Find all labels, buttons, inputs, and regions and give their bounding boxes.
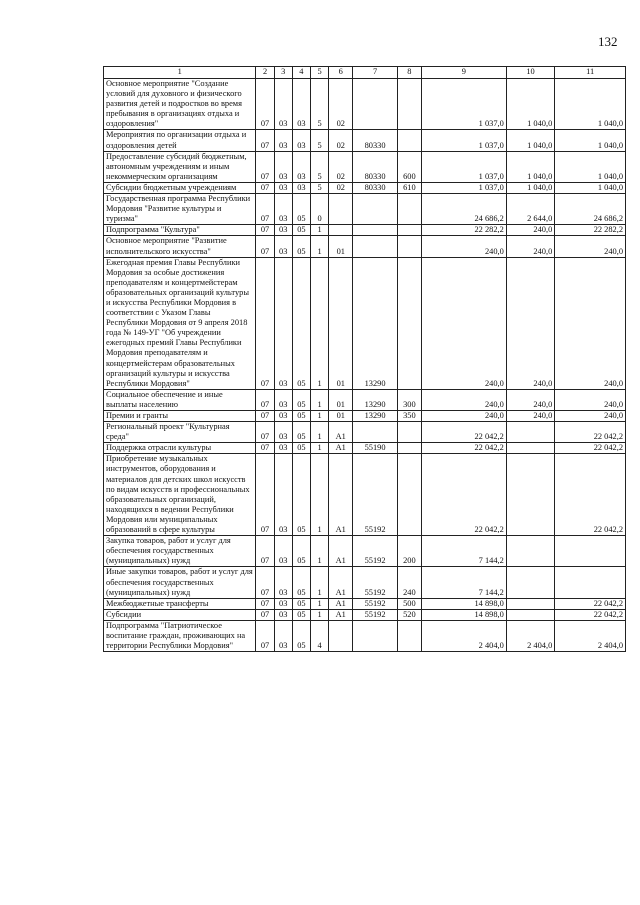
table-cell-code-6: 01 [329,257,353,389]
table-cell-code-4: 05 [292,411,310,422]
table-cell-code-6: А1 [329,567,353,598]
table-cell-code-8 [397,130,421,151]
table-cell-code-5: 5 [310,130,328,151]
table-cell-code-8: 500 [397,598,421,609]
table-row [104,151,626,182]
table-cell-code-6 [329,620,353,651]
table-cell-amount-11: 22 042,2 [555,454,626,536]
table-cell-row-name: Межбюджетные трансферты [104,598,256,609]
table-cell-code-3: 03 [274,130,292,151]
table-cell-amount-9: 2 404,0 [422,620,507,651]
table-cell-amount-11: 240,0 [555,236,626,257]
table-cell-amount-11: 24 686,2 [555,194,626,225]
table-cell-amount-11: 22 282,2 [555,225,626,236]
table-cell-code-4: 05 [292,567,310,598]
table-row [104,598,626,609]
table-cell-amount-9: 1 037,0 [422,151,507,182]
table-cell-row-name: Основное мероприятие "Развитие исполнительского искусства" [104,236,256,257]
table-cell-code-8: 610 [397,182,421,193]
table-cell-code-4: 05 [292,443,310,454]
table-cell-code-2: 07 [256,620,274,651]
table-cell-code-5: 5 [310,182,328,193]
table-cell-amount-11: 1 040,0 [555,182,626,193]
table-cell-code-6: А1 [329,443,353,454]
table-cell-code-7: 55192 [353,454,397,536]
table-row [104,422,626,443]
table-cell-row-name: Региональный проект "Культурная среда" [104,422,256,443]
table-cell-code-3: 03 [274,257,292,389]
table-cell-code-8: 300 [397,389,421,410]
table-cell-amount-10 [506,422,554,443]
table-cell-code-2: 07 [256,236,274,257]
budget-table [103,66,626,652]
table-cell-code-6: 01 [329,389,353,410]
column-header: 11 [555,67,626,79]
table-header-row [104,67,626,79]
table-cell-code-2: 07 [256,194,274,225]
table-cell-code-7: 80330 [353,151,397,182]
table-cell-code-7 [353,422,397,443]
table-cell-code-5: 0 [310,194,328,225]
table-cell-amount-9: 7 144,2 [422,567,507,598]
table-row [104,236,626,257]
column-header: 7 [353,67,397,79]
table-row [104,194,626,225]
table-cell-code-3: 03 [274,225,292,236]
table-cell-amount-9: 7 144,2 [422,536,507,567]
column-header: 4 [292,67,310,79]
table-cell-row-name: Мероприятия по организации отдыха и оздоровления детей [104,130,256,151]
table-cell-amount-10: 2 404,0 [506,620,554,651]
table-cell-code-7 [353,620,397,651]
table-cell-code-3: 03 [274,411,292,422]
table-cell-row-name: Поддержка отрасли культуры [104,443,256,454]
table-cell-amount-10: 1 040,0 [506,130,554,151]
table-cell-code-4: 05 [292,598,310,609]
table-cell-code-6: 02 [329,151,353,182]
table-cell-code-6: А1 [329,536,353,567]
table-cell-code-2: 07 [256,389,274,410]
table-cell-code-3: 03 [274,79,292,130]
table-cell-code-2: 07 [256,536,274,567]
table-cell-code-4: 03 [292,79,310,130]
table-cell-code-4: 03 [292,182,310,193]
table-cell-code-6: 01 [329,411,353,422]
table-cell-amount-11: 2 404,0 [555,620,626,651]
table-cell-code-5: 1 [310,443,328,454]
table-cell-row-name: Субсидии [104,609,256,620]
table-cell-amount-9: 240,0 [422,411,507,422]
table-cell-code-8: 600 [397,151,421,182]
table-row [104,225,626,236]
table-cell-code-6: 02 [329,79,353,130]
table-cell-row-name: Субсидии бюджетным учреждениям [104,182,256,193]
table-cell-amount-9: 22 042,2 [422,422,507,443]
table-cell-code-7: 55192 [353,598,397,609]
table-cell-code-3: 03 [274,236,292,257]
table-cell-amount-10: 240,0 [506,411,554,422]
table-cell-amount-9: 22 282,2 [422,225,507,236]
table-cell-row-name: Подпрограмма "Патриотическое воспитание граждан, проживающих на территории Республики Мордовия" [104,620,256,651]
table-cell-code-6: 02 [329,182,353,193]
table-cell-amount-11 [555,536,626,567]
table-cell-amount-11: 240,0 [555,257,626,389]
table-cell-code-6: А1 [329,598,353,609]
table-cell-code-7: 80330 [353,182,397,193]
table-cell-code-2: 07 [256,79,274,130]
table-cell-code-8 [397,225,421,236]
table-cell-code-3: 03 [274,182,292,193]
table-cell-code-4: 05 [292,422,310,443]
table-cell-row-name: Государственная программа Республики Мордовия "Развитие культуры и туризма" [104,194,256,225]
table-cell-code-5: 1 [310,609,328,620]
table-cell-row-name: Иные закупки товаров, работ и услуг для обеспечения государственных (муниципальных) нужд [104,567,256,598]
table-cell-amount-11: 22 042,2 [555,598,626,609]
table-cell-code-7: 13290 [353,411,397,422]
table-cell-code-5: 1 [310,225,328,236]
table-cell-code-8 [397,257,421,389]
table-row [104,182,626,193]
table-cell-code-6: А1 [329,422,353,443]
table-cell-amount-9: 1 037,0 [422,130,507,151]
table-cell-code-2: 07 [256,443,274,454]
table-cell-code-7: 13290 [353,257,397,389]
table-row [104,454,626,536]
table-cell-amount-11: 240,0 [555,411,626,422]
table-cell-code-7: 55192 [353,609,397,620]
table-cell-row-name: Социальное обеспечение и иные выплаты населению [104,389,256,410]
table-cell-code-6: А1 [329,609,353,620]
table-cell-amount-11 [555,567,626,598]
table-cell-code-5: 1 [310,411,328,422]
table-cell-row-name: Закупка товаров, работ и услуг для обеспечения государственных (муниципальных) нужд [104,536,256,567]
table-cell-amount-11: 1 040,0 [555,130,626,151]
table-cell-code-4: 05 [292,389,310,410]
table-cell-code-5: 5 [310,151,328,182]
table-body [104,79,626,652]
table-cell-code-3: 03 [274,454,292,536]
page-number: 132 [598,34,618,49]
table-cell-code-5: 1 [310,598,328,609]
table-cell-code-7: 13290 [353,389,397,410]
table-cell-code-3: 03 [274,443,292,454]
table-cell-code-7 [353,194,397,225]
table-cell-code-8 [397,454,421,536]
table-cell-code-2: 07 [256,257,274,389]
table-cell-row-name: Основное мероприятие "Создание условий для духовного и физического развития детей и подростков во время пребывания в организациях отдыха и оздоровления" [104,79,256,130]
table-cell-amount-10: 1 040,0 [506,182,554,193]
column-header: 1 [104,67,256,79]
table-cell-code-8: 240 [397,567,421,598]
table-cell-code-8 [397,422,421,443]
table-cell-code-4: 05 [292,225,310,236]
column-header: 10 [506,67,554,79]
table-cell-code-5: 1 [310,389,328,410]
table-cell-code-4: 05 [292,236,310,257]
table-cell-code-7: 55192 [353,567,397,598]
table-cell-code-8: 350 [397,411,421,422]
table-cell-code-3: 03 [274,151,292,182]
table-cell-code-5: 1 [310,257,328,389]
table-cell-amount-11: 1 040,0 [555,151,626,182]
table-cell-row-name: Подпрограмма "Культура" [104,225,256,236]
table-cell-amount-10 [506,567,554,598]
table-cell-code-7: 55192 [353,536,397,567]
table-cell-code-6 [329,225,353,236]
table-cell-code-8: 200 [397,536,421,567]
table-row [104,620,626,651]
table-cell-amount-9: 240,0 [422,257,507,389]
table-cell-code-4: 05 [292,609,310,620]
table-cell-amount-10: 240,0 [506,389,554,410]
table-cell-row-name: Предоставление субсидий бюджетным, автономным учреждениям и иным некоммерческим организациям [104,151,256,182]
table-cell-code-2: 07 [256,225,274,236]
table-cell-code-7: 55190 [353,443,397,454]
table-cell-amount-9: 1 037,0 [422,79,507,130]
table-cell-amount-9: 14 898,0 [422,609,507,620]
table-cell-amount-9: 22 042,2 [422,443,507,454]
column-header: 9 [422,67,507,79]
table-cell-amount-10 [506,609,554,620]
table-cell-code-5: 1 [310,422,328,443]
table-row [104,536,626,567]
table-cell-code-3: 03 [274,620,292,651]
table-cell-amount-10: 240,0 [506,236,554,257]
table-cell-code-4: 03 [292,130,310,151]
table-cell-amount-9: 24 686,2 [422,194,507,225]
table-cell-code-3: 03 [274,536,292,567]
column-header: 2 [256,67,274,79]
table-cell-code-2: 07 [256,130,274,151]
table-cell-code-2: 07 [256,411,274,422]
table-cell-code-5: 1 [310,454,328,536]
table-row [104,130,626,151]
table-cell-code-4: 05 [292,257,310,389]
table-cell-code-2: 07 [256,454,274,536]
table-cell-code-6: А1 [329,454,353,536]
table-cell-code-3: 03 [274,567,292,598]
table-cell-amount-10: 1 040,0 [506,151,554,182]
column-header: 6 [329,67,353,79]
table-cell-amount-9: 240,0 [422,389,507,410]
table-cell-amount-11: 22 042,2 [555,609,626,620]
column-header: 3 [274,67,292,79]
table-cell-amount-9: 22 042,2 [422,454,507,536]
table-cell-code-8 [397,236,421,257]
table-cell-amount-11: 22 042,2 [555,422,626,443]
table-cell-code-3: 03 [274,194,292,225]
table-row [104,443,626,454]
table-cell-code-2: 07 [256,151,274,182]
table-cell-code-7 [353,225,397,236]
table-cell-code-8 [397,194,421,225]
table-cell-row-name: Приобретение музыкальных инструментов, оборудования и материалов для детских школ искусств по видам искусств и профессиональных образовательных организаций, находящихся в ведении Республики Мордовия или муниципальных образований в сфере культуры [104,454,256,536]
table-cell-amount-11: 22 042,2 [555,443,626,454]
table-cell-code-8: 520 [397,609,421,620]
table-cell-code-7 [353,79,397,130]
table-cell-amount-10: 240,0 [506,257,554,389]
table-cell-code-6: 01 [329,236,353,257]
table-cell-code-6 [329,194,353,225]
table-cell-code-5: 1 [310,567,328,598]
table-cell-amount-9: 240,0 [422,236,507,257]
table-cell-code-2: 07 [256,609,274,620]
table-row [104,389,626,410]
table-cell-code-2: 07 [256,598,274,609]
table-row [104,79,626,130]
table-cell-amount-10: 240,0 [506,225,554,236]
table-cell-code-2: 07 [256,182,274,193]
column-header: 5 [310,67,328,79]
table-cell-code-2: 07 [256,422,274,443]
table-cell-code-8 [397,620,421,651]
table-cell-code-5: 5 [310,79,328,130]
table-cell-amount-10 [506,454,554,536]
table-cell-code-2: 07 [256,567,274,598]
table-cell-amount-10: 2 644,0 [506,194,554,225]
table-row [104,411,626,422]
table-row [104,567,626,598]
table-cell-code-6: 02 [329,130,353,151]
table-cell-code-5: 4 [310,620,328,651]
table-cell-code-5: 1 [310,536,328,567]
table-cell-amount-11: 240,0 [555,389,626,410]
table-cell-row-name: Ежегодная премия Главы Республики Мордовия за особые достижения преподавателям и концертмейстерам образовательных организаций культуры и искусства Республики Мордовия в соответствии с Указом Главы Республики Мордовия от 9 апреля 2018 года № 149-УГ "Об учреждении ежегодных премий Главы Республики Мордовия преподавателям и концертмейстерам образовательных организаций культуры и искусства Республики Мордовия" [104,257,256,389]
table-cell-amount-10 [506,598,554,609]
table-cell-code-7 [353,236,397,257]
table-cell-row-name: Премии и гранты [104,411,256,422]
table-cell-code-3: 03 [274,609,292,620]
table-cell-code-4: 05 [292,194,310,225]
table-cell-code-3: 03 [274,422,292,443]
table-cell-code-8 [397,443,421,454]
table-cell-code-3: 03 [274,389,292,410]
table-cell-amount-11: 1 040,0 [555,79,626,130]
table-cell-amount-9: 1 037,0 [422,182,507,193]
table-cell-amount-9: 14 898,0 [422,598,507,609]
table-cell-code-4: 05 [292,536,310,567]
column-header: 8 [397,67,421,79]
table-cell-code-3: 03 [274,598,292,609]
table-row [104,609,626,620]
table-cell-amount-10 [506,443,554,454]
table-cell-code-8 [397,79,421,130]
table-cell-amount-10: 1 040,0 [506,79,554,130]
table-row [104,257,626,389]
table-cell-code-4: 05 [292,454,310,536]
table-cell-code-7: 80330 [353,130,397,151]
table-cell-code-4: 03 [292,151,310,182]
table-cell-code-5: 1 [310,236,328,257]
table-cell-code-4: 05 [292,620,310,651]
table-cell-amount-10 [506,536,554,567]
